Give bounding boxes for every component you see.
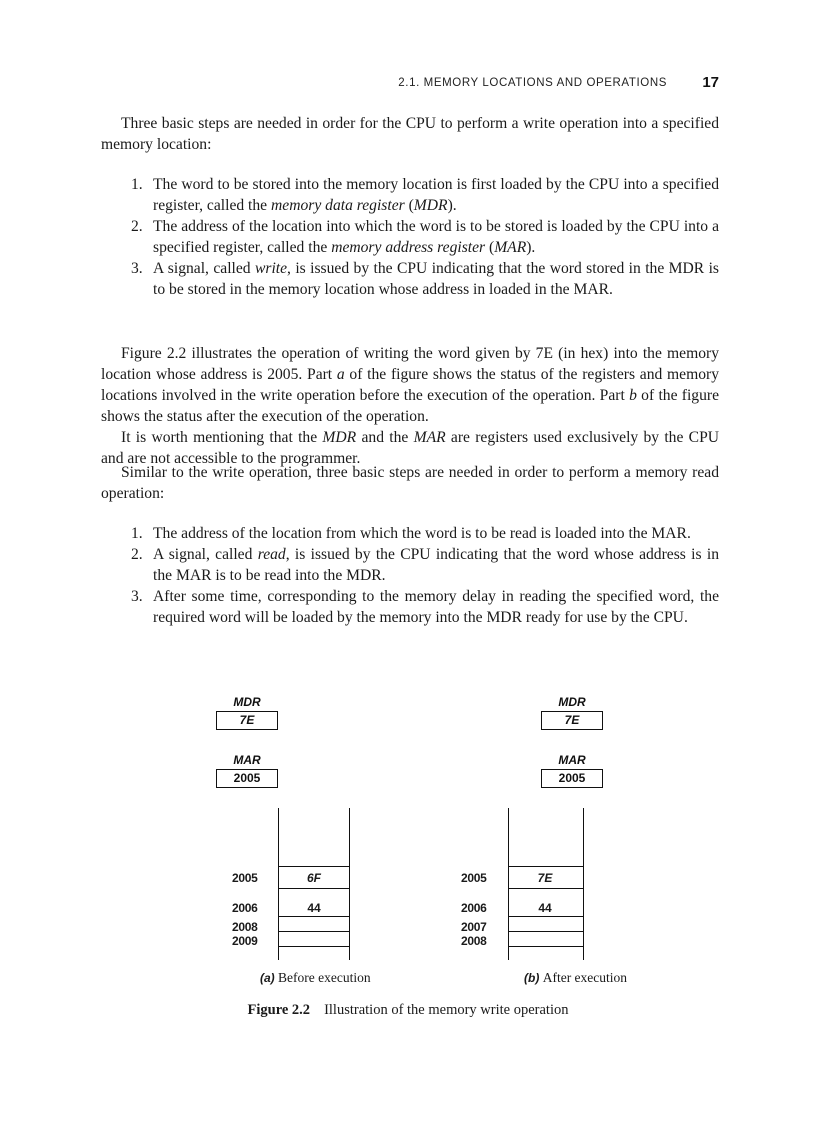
mar-register: 2005 <box>541 769 603 788</box>
figure-description-paragraph: Figure 2.2 illustrates the operation of writing the word given by 7E (in hex) into the memory location whose address is 2005. Part a of the figure shows the status of the registers and memory locations involved in the write operation before the execution of the operation. Part b of the figure shows the status after the execution of the operation. <box>101 345 720 425</box>
list-item: 2. A signal, called read, is issued by the CPU indicating that the word whose address is in the MAR is to be read into the MDR. <box>131 546 719 584</box>
memory-write-figure <box>0 690 816 1030</box>
list-item: 3. A signal, called write, is issued by the CPU indicating that the word stored in the MDR is to be stored in the memory location whose address in loaded in the MAR. <box>131 260 719 298</box>
memory-cell-value: 7E <box>537 871 553 885</box>
mdr-mar-paragraph: It is worth mentioning that the MDR and the MAR are registers used exclusively by the CPU and are not accessible to the programmer. <box>101 429 719 467</box>
address-label: 2007 <box>461 920 487 934</box>
write-steps-list <box>101 174 719 300</box>
memory-cell-value: 6F <box>306 871 321 885</box>
memory-cell-value: 44 <box>307 901 321 915</box>
list-item: 2. The address of the location into which the word is to be stored is loaded by the CPU into a specified register, called the memory address register (MAR). <box>131 218 719 256</box>
address-label: 2005 <box>232 871 258 885</box>
mdr-label: MDR <box>233 695 261 709</box>
intro-paragraph: Three basic steps are needed in order for the CPU to perform a write operation into a specified memory location: <box>101 115 719 153</box>
address-label: 2006 <box>461 901 487 915</box>
address-label: 2005 <box>461 871 487 885</box>
figure-caption <box>0 1002 816 1019</box>
mdr-register: 7E <box>216 711 278 730</box>
mdr-register: 7E <box>541 711 603 730</box>
list-item: 1. The address of the location from which the word is to be read is loaded into the MAR. <box>131 525 691 542</box>
list-item: 1. The word to be stored into the memory location is first loaded by the CPU into a specified register, called the memory data register (MDR). <box>131 176 719 214</box>
mar-register: 2005 <box>216 769 278 788</box>
mar-label: MAR <box>233 753 261 767</box>
address-label: 2008 <box>461 934 487 948</box>
figure-caption-label: Figure 2.2 <box>247 1002 311 1018</box>
body-paragraphs <box>101 343 719 469</box>
page-header <box>101 75 719 95</box>
address-label: 2009 <box>232 934 258 948</box>
memory-cell-value: 44 <box>538 901 552 915</box>
panel-b-caption: (b) After execution <box>524 970 628 985</box>
address-label: 2006 <box>232 901 258 915</box>
read-intro-paragraph: Similar to the write operation, three basic steps are needed in order to perform a memory read operation: <box>101 464 719 502</box>
read-steps-list <box>101 523 719 628</box>
figure-caption-text: Illustration of the memory write operation <box>324 1002 569 1018</box>
mdr-label: MDR <box>558 695 586 709</box>
mar-label: MAR <box>558 753 586 767</box>
address-label: 2008 <box>232 920 258 934</box>
panel-a-caption: (a) Before execution <box>260 970 371 985</box>
list-item: 3. After some time, corresponding to the memory delay in reading the specified word, the required word will be loaded by the memory into the MDR ready for use by the CPU. <box>131 588 719 626</box>
running-head: 2.1. MEMORY LOCATIONS AND OPERATIONS <box>398 77 667 89</box>
page-number: 17 <box>702 74 719 91</box>
